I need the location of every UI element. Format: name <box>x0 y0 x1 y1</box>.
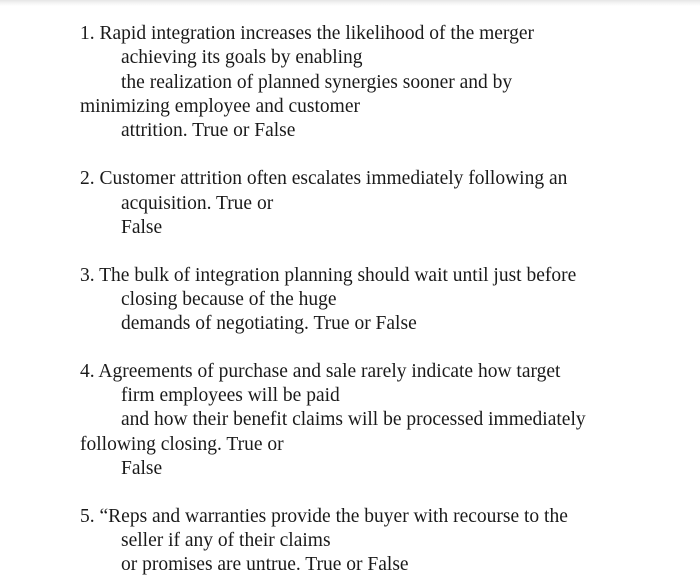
question-line: firm employees will be paid <box>121 385 340 406</box>
question-line: or promises are untrue. True or False <box>121 554 409 575</box>
question-line: demands of negotiating. True or False <box>121 313 417 334</box>
question-line: 4. Agreements of purchase and sale rarely indicate how target <box>80 361 561 382</box>
question-line: acquisition. True or <box>121 193 274 214</box>
question-line: 3. The bulk of integration planning should wait until just before <box>80 265 577 286</box>
top-edge-shadow <box>0 0 700 6</box>
question-line: achieving its goals by enabling <box>121 47 363 68</box>
question-line: False <box>121 217 163 238</box>
question-line: 5. “Reps and warranties provide the buyer with recourse to the <box>80 506 568 527</box>
question-line: minimizing employee and customer <box>80 96 360 117</box>
question-line: the realization of planned synergies sooner and by <box>121 72 513 93</box>
question-line: False <box>121 458 163 479</box>
question-line: closing because of the huge <box>121 289 337 310</box>
question-line: seller if any of their claims <box>121 530 331 551</box>
question-line: attrition. True or False <box>121 120 296 141</box>
question-line: 1. Rapid integration increases the likelihood of the merger <box>80 23 534 44</box>
question-line: and how their benefit claims will be processed immediately <box>121 409 586 430</box>
question-line: following closing. True or <box>80 434 284 455</box>
question-line: 2. Customer attrition often escalates immediately following an <box>80 168 568 189</box>
